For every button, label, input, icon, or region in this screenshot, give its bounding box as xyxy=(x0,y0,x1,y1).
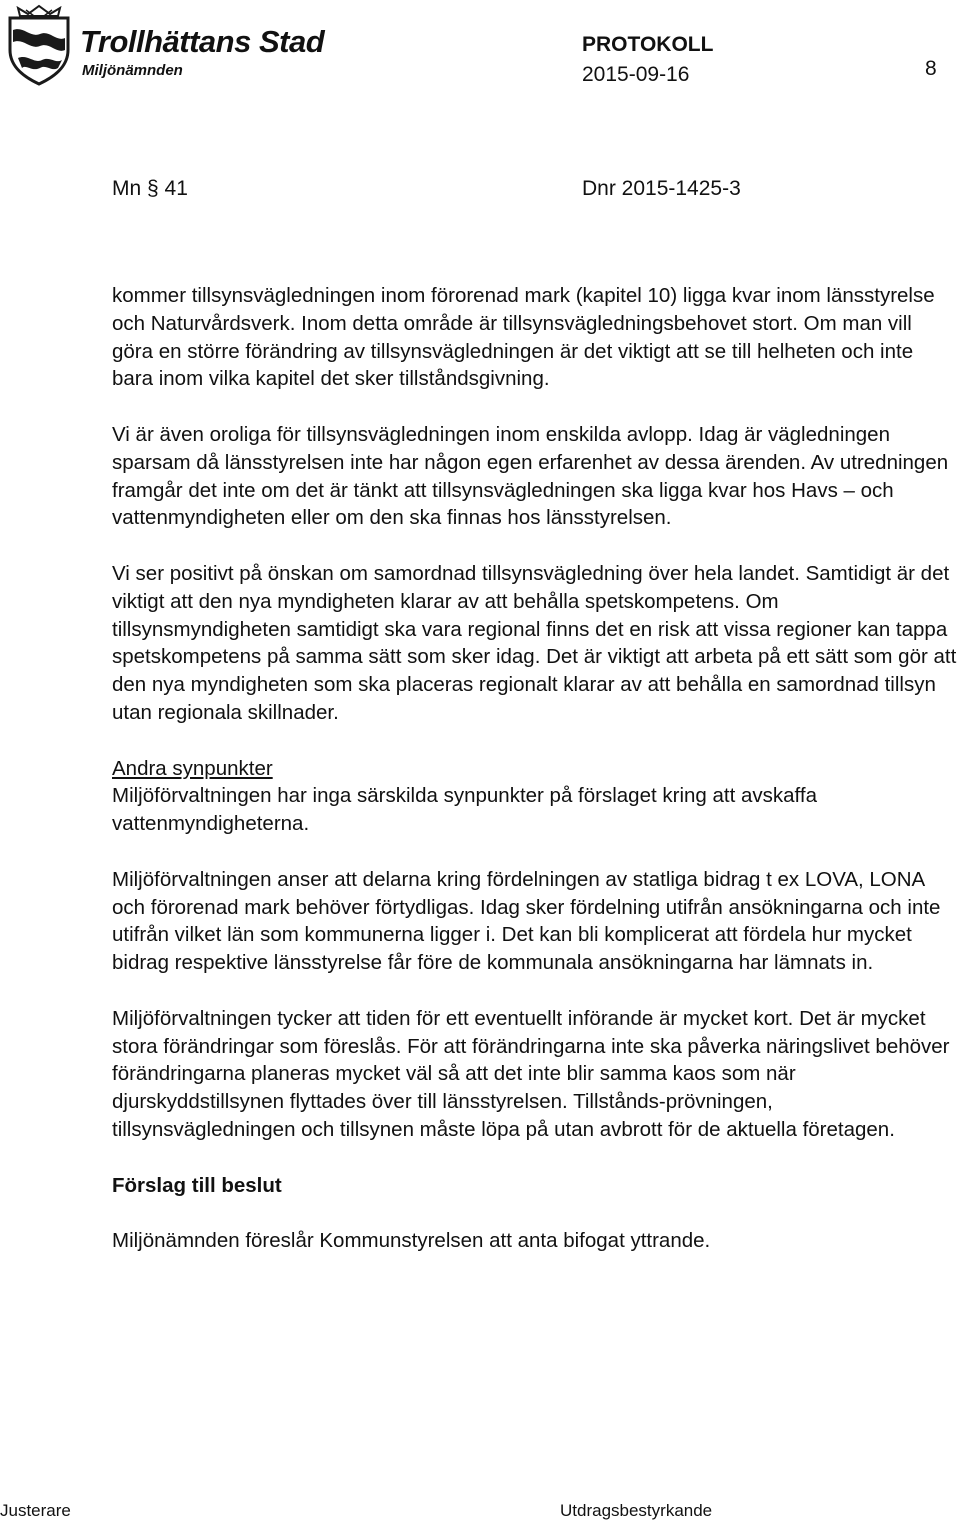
section-heading-other-comments: Andra synpunkter xyxy=(112,756,273,780)
footer-adjuster-label: Justerare xyxy=(0,1501,71,1520)
document-body xyxy=(112,282,958,1283)
section-heading-proposal: Förslag till beslut xyxy=(112,1173,282,1197)
committee-name: Miljönämnden xyxy=(82,62,183,79)
footer-certification-label: Utdragsbestyrkande xyxy=(560,1501,713,1520)
document-type: PROTOKOLL xyxy=(582,33,714,56)
paragraph-4: Miljöförvaltningen har inga särskilda synpunkter på förslaget kring att avskaffa vattenmyndigheterna. xyxy=(112,784,817,836)
brand-name: Trollhättans Stad xyxy=(80,24,325,59)
paragraph-5: Miljöförvaltningen anser att delarna kring fördelningen av statliga bidrag t ex LOVA, LONA och förorenad mark behöver förtydligas. Idag sker fördelning utifrån ansökningarna och inte utifrån vilket län som kommunerna ligger i. Det kan bli komplicerat att fördela hur mycket bidrag respektive länsstyrelse får före de kommunala ansökningarna har lämnats in. xyxy=(112,867,941,975)
document-date: 2015-09-16 xyxy=(582,63,690,86)
page-number: 8 xyxy=(925,57,937,80)
paragraph-1: kommer tillsynsvägledningen inom förorenad mark (kapitel 10) ligga kvar inom länsstyrelse och Naturvårdsverk. Inom detta område är tillsynsvägledningsbehovet stort. Om man vill göra en större förändring av tillsynsvägledningen är det viktigt att se till helheten och inte bara inom vilka kapitel det sker tillståndsgivning. xyxy=(112,284,935,391)
paragraph-reference: Mn § 41 xyxy=(112,177,188,200)
coat-of-arms-icon xyxy=(4,4,74,86)
registration-number: Dnr 2015-1425-3 xyxy=(582,177,741,200)
paragraph-7: Miljönämnden föreslår Kommunstyrelsen att anta bifogat yttrande. xyxy=(112,1229,711,1253)
paragraph-3: Vi ser positivt på önskan om samordnad tillsynsvägledning över hela landet. Samtidigt är det viktigt att den nya myndigheten klarar av att behålla spetskompetens. Om tillsynsmyndigheten samtidigt ska vara regional finns det en risk att vissa regioner kan tappa spetskompetens på samma sätt som sker idag. Det är viktigt att arbeta på ett sätt som gör att den nya myndigheten som ska placeras regionalt klarar av att behålla en samordnad tillsyn utan regionala skillnader. xyxy=(112,561,957,724)
paragraph-2: Vi är även oroliga för tillsynsvägledningen inom enskilda avlopp. Idag är vägledningen sparsam då länsstyrelsen inte har någon egen erfarenhet av dessa ärenden. Av utredningen framgår det inte om det är tänkt att tillsynsvägledningen ska ligga kvar hos Havs – och vattenmyndigheten eller om den ska finnas hos länsstyrelsen. xyxy=(112,422,949,530)
paragraph-6: Miljöförvaltningen tycker att tiden för ett eventuellt införande är mycket kort. Det är mycket stora förändringar som föreslås. För att förändringarna inte ska påverka näringslivet behöver förändringarna planeras mycket väl så att det inte blir samma kaos som när djurskyddstillsynen flyttades över till länsstyrelsen. Tillstånds-prövningen, tillsynsvägledningen och tillsynen måste löpa på utan avbrott för de aktuella företagen. xyxy=(112,1006,950,1141)
